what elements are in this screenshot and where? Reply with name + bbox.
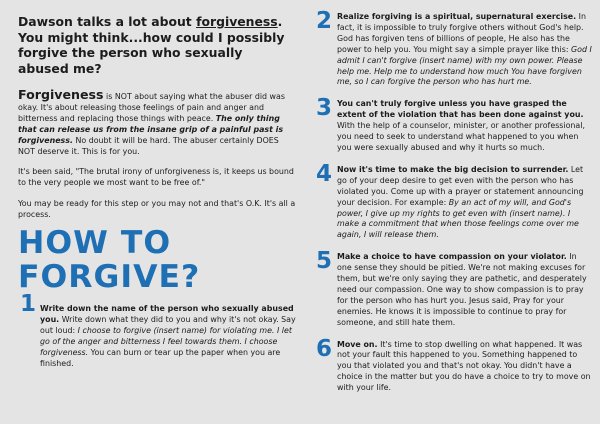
step-number: 3 (316, 95, 333, 122)
step-text (316, 248, 592, 328)
forgiveness-definition (18, 89, 296, 157)
intro-question-start: Dawson talks a lot about (18, 14, 197, 29)
step-number: 5 (316, 248, 333, 275)
step-3 (316, 95, 592, 154)
heading-line-1: HOW TO (18, 225, 172, 262)
step-body: In fact, it is impossible to truly forgive others without God's help. God has forgiven tens of billions of people, He also has the power to help you. You might say a simple prayer like this: (337, 12, 587, 54)
step-italic: I choose to forgive (insert name) for violating me. I let go of the anger and bitterness I feel towards them. I choose forgiveness. (40, 325, 292, 357)
step-4 (316, 160, 592, 241)
step-italic: By an act of my will, and God's power, I give up my rights to get even with (insert name). I make a commitment that when those feelings come over me again, I will release them. (337, 197, 579, 240)
step-lead: Write down the name of the person who sexually abused you. (40, 304, 294, 324)
step-body: Write down what they did to you and why it's not okay. Say out loud: (40, 314, 296, 335)
step-body: Let go of your deep desire to get even with the person who has violated you. Come up with a prayer or statement announcing your decision. For example: (337, 164, 584, 207)
right-column (316, 8, 592, 394)
step-text (316, 8, 592, 88)
definition-emphasis: The only thing that can release us from the insane grip of a painful past is forgiveness. (18, 113, 284, 145)
step-1 (18, 291, 296, 369)
step-lead: Realize forgiving is a spiritual, supernatural exercise. (337, 12, 577, 21)
step-body-end: You can burn or tear up the paper when you are finished. (40, 347, 281, 368)
unforgiveness-quote: It's been said, "The brutal irony of unforgiveness is, it keeps us bound to the very people we most want to be free of." (18, 167, 294, 188)
intro-question (18, 14, 296, 76)
step-number: 2 (316, 8, 333, 34)
step-text (316, 335, 592, 395)
intro-question-keyword: forgiveness (196, 14, 278, 29)
how-to-forgive-heading (18, 226, 296, 294)
step-body: It's time to stop dwelling on what happened. It was not your fault this happened to you. Something happened to you that violated you and that's not okay. You didn't have a choice in the matter but you do have a choice to try to move on with your life. (337, 339, 591, 393)
step-italic: God I admit I can't forgive (insert name) with my own power. Please help me. Help me to understand how much You have forgiven me, so I can forgive the person who has hurt me. (337, 44, 592, 87)
step-5 (316, 248, 592, 328)
step-body: With the help of a counselor, minister, or another professional, you need to seek to understand what happened to you when you were sexually abused and why it hurts so much. (337, 121, 585, 152)
intro-question-end: . You might think...how could I possibly forgive the person who sexually abused me? (18, 14, 285, 76)
step-text (316, 160, 592, 241)
readiness-note: You may be ready for this step or you may not and that's O.K. It's all a process. (18, 199, 296, 220)
step-lead: Now it's time to make the big decision to surrender. (337, 164, 569, 174)
step-lead: You can't truly forgive unless you have grasped the extent of the violation that has been done against you. (337, 99, 584, 120)
definition-text-end: No doubt it will be hard. The abuser certainly DOES NOT deserve it. This is for you. (18, 135, 279, 156)
step-text (18, 296, 296, 369)
step-2 (316, 8, 592, 88)
step-lead: Move on. (337, 339, 378, 349)
step-6 (316, 335, 592, 395)
step-number: 6 (316, 335, 333, 362)
step-number: 4 (316, 160, 333, 187)
step-body: In one sense they should be pitied. We're not making excuses for them, but we're only saying they are pathetic, and desperately need our compassion. One way to show compassion is to pray for the person who has hurt you. Jesus said, Pray for your enemies. He knows it is impossible to continue to pray for someone, and still hate them. (337, 252, 587, 327)
left-column (18, 14, 296, 370)
step-number: 1 (20, 291, 37, 318)
forgiveness-lead-word: Forgiveness (18, 87, 104, 102)
step-lead: Make a choice to have compassion on your violator. (337, 252, 567, 262)
heading-line-2: FORGIVE? (18, 259, 201, 296)
definition-text: is NOT about saying what the abuser did was okay. It's about releasing those feelings of pain and anger and bitterness and replacing those things with peace. (18, 92, 285, 123)
step-text (316, 95, 592, 154)
